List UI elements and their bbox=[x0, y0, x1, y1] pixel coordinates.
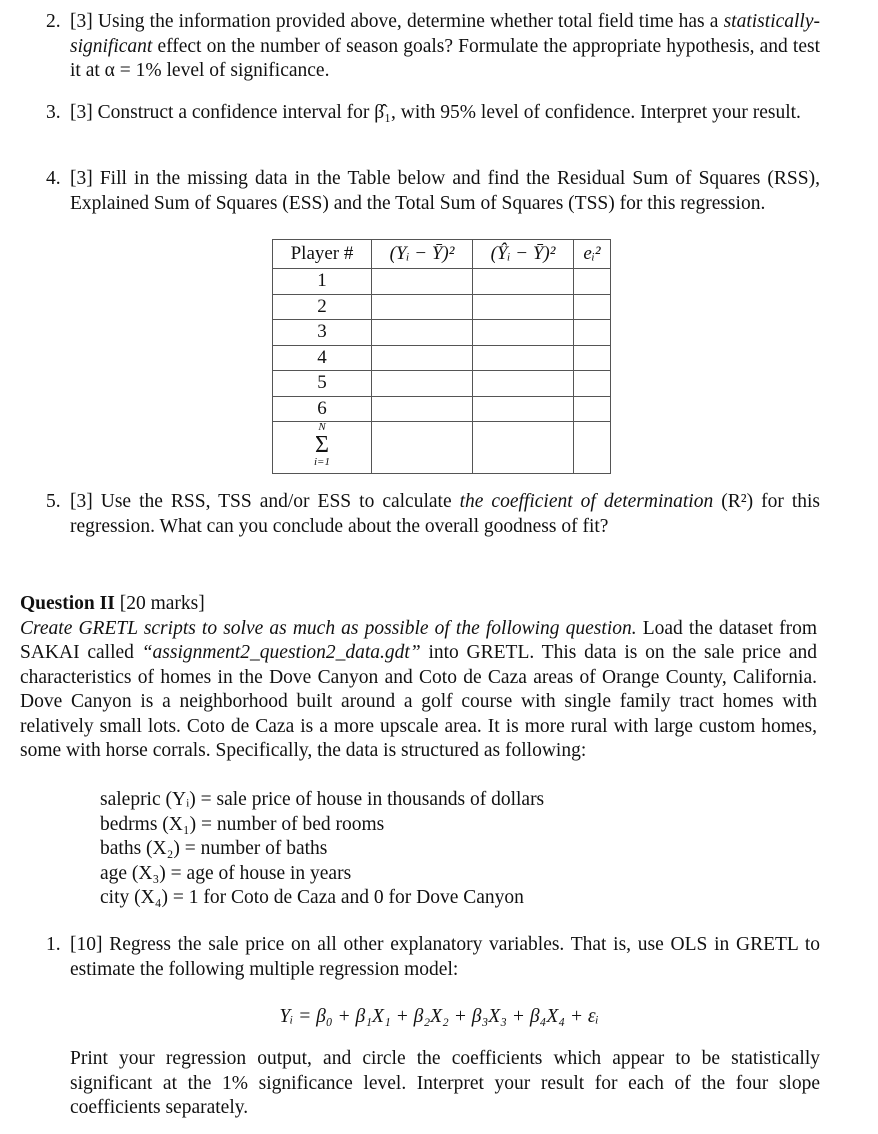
question-3 bbox=[46, 101, 820, 126]
player-number: 6 bbox=[273, 396, 372, 422]
player-number: 3 bbox=[273, 320, 372, 346]
variable-baths: baths (X₂) = number of baths bbox=[100, 838, 328, 859]
table-row bbox=[273, 396, 611, 422]
variable-definitions bbox=[100, 788, 544, 911]
regression-equation: Yᵢ = β₀ + β₁X₁ + β₂X₂ + β₃X₃ + β₄X₄ + εᵢ bbox=[279, 1006, 599, 1027]
table-row bbox=[273, 269, 611, 295]
question-2 bbox=[46, 10, 820, 84]
question-2-emphasis: statistically-significant bbox=[70, 11, 820, 57]
table-sum-row bbox=[273, 422, 611, 474]
question-ii-intro-b: into GRETL. This data is on the sale price and characteristics of homes in the Dove Canyon and Coto de Caza areas of Orange County, California. Dove Canyon is a neighborhood built around a golf course with single family tract homes with relatively small lots. Coto de Caza is a more upscale area. It is more rural with large custom homes, some with horse corrals. Specifically, the data is structured as following: bbox=[20, 642, 817, 761]
question-ii-intro-a: Load the dataset from SAKAI called bbox=[20, 617, 817, 663]
question-4-text: [3] Fill in the missing data in the Table below and find the Residual Sum of Squares (RSS), Explained Sum of Squares (ESS) and the Total Sum of Squares (TSS) for this regression. bbox=[70, 168, 820, 214]
question-5-text-b: (R²) for this regression. What can you conclude about the overall goodness of fit? bbox=[70, 491, 820, 537]
question-ii-intro bbox=[20, 617, 817, 764]
table-row bbox=[273, 294, 611, 320]
question-2-text-b: effect on the number of season goals? Formulate the appropriate hypothesis, and test it at α = 1% level of significance. bbox=[70, 35, 820, 81]
question-ii-item-1-followup bbox=[46, 1047, 820, 1121]
header-explained-deviation: (Ŷᵢ − Ȳ)² bbox=[473, 240, 574, 269]
question-ii-item-1 bbox=[46, 933, 820, 982]
player-number: 5 bbox=[273, 371, 372, 397]
question-2-number: 2. bbox=[46, 11, 61, 32]
question-ii-marks: [20 marks] bbox=[114, 593, 205, 614]
player-number: 4 bbox=[273, 345, 372, 371]
table-row bbox=[273, 345, 611, 371]
dataset-filename: “assignment2_question2_data.gdt” bbox=[141, 642, 421, 663]
sum-lower-limit: i=1 bbox=[314, 456, 330, 468]
sigma-glyph: Σ bbox=[315, 432, 329, 458]
item-1-text: [10] Regress the sale price on all other explanatory variables. That is, use OLS in GRETL to estimate the following multiple regression model: bbox=[70, 934, 820, 980]
question-4-number: 4. bbox=[46, 168, 61, 189]
variable-age: age (X₃) = age of house in years bbox=[100, 862, 352, 884]
variable-salepric: salepric (Yᵢ) = sale price of house in thousands of dollars bbox=[100, 789, 545, 810]
question-4 bbox=[46, 167, 820, 216]
player-number: 2 bbox=[273, 294, 372, 320]
question-3-text: [3] Construct a confidence interval for β̂₁, with 95% level of confidence. Interpret your result. bbox=[70, 102, 801, 123]
question-5-number: 5. bbox=[46, 491, 61, 512]
question-2-text-a: [3] Using the information provided above, determine whether total field time has a bbox=[70, 11, 724, 32]
header-player: Player # bbox=[273, 240, 372, 269]
player-number: 1 bbox=[273, 269, 372, 295]
question-5 bbox=[46, 490, 820, 539]
question-ii-title: Question II bbox=[20, 593, 115, 614]
item-1-number: 1. bbox=[46, 934, 61, 955]
table-header-row bbox=[273, 240, 611, 269]
question-3-number: 3. bbox=[46, 102, 61, 123]
question-ii-block bbox=[20, 592, 817, 764]
table-row bbox=[273, 320, 611, 346]
header-residual-squared: eᵢ² bbox=[574, 240, 611, 269]
variable-bedrms: bedrms (X₁) = number of bed rooms bbox=[100, 813, 385, 835]
table-row bbox=[273, 371, 611, 397]
sum-upper-limit: N bbox=[318, 421, 326, 433]
variable-city: city (X₄) = 1 for Coto de Caza and 0 for Dove Canyon bbox=[100, 887, 524, 908]
question-5-emphasis: the coefficient of determination bbox=[459, 491, 714, 512]
question-5-text-a: [3] Use the RSS, TSS and/or ESS to calculate bbox=[70, 491, 460, 512]
summation-symbol bbox=[314, 422, 330, 468]
header-total-deviation: (Yᵢ − Ȳ)² bbox=[372, 240, 473, 269]
question-ii-intro-emphasis: Create GRETL scripts to solve as much as possible of the following question. bbox=[20, 617, 637, 639]
item-1-followup-text: Print your regression output, and circle the coefficients which appear to be statistically significant at the 1% significance level. Interpret your result for each of the four slope coefficients separately. bbox=[70, 1048, 820, 1118]
residual-table bbox=[272, 239, 611, 474]
